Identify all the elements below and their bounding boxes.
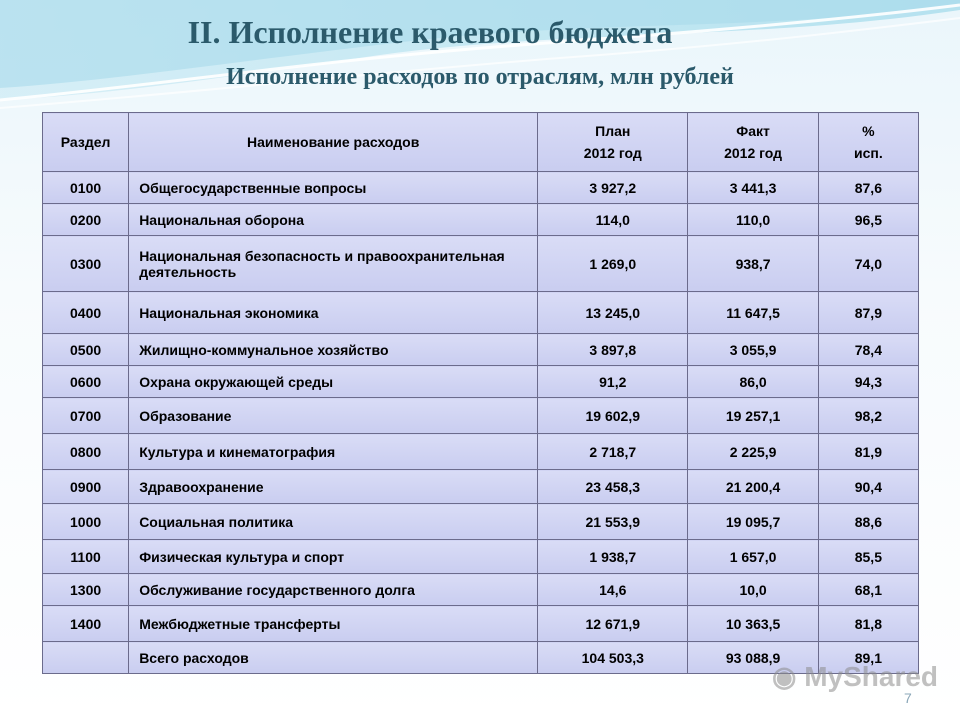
header-name: Наименование расходов [129,113,538,172]
row-fact-cell: 19 257,1 [688,398,818,434]
row-pct-cell: 96,5 [818,204,918,236]
table-row [43,236,919,292]
row-name-cell: Национальная оборона [129,204,538,236]
row-pct-cell: 87,9 [818,292,918,334]
row-pct-cell: 81,8 [818,606,918,642]
budget-table [42,112,919,674]
table-row [43,292,919,334]
row-name-cell: Межбюджетные трансферты [129,606,538,642]
table-row [43,574,919,606]
row-plan-cell: 14,6 [538,574,688,606]
table-row [43,398,919,434]
row-pct-cell: 85,5 [818,540,918,574]
watermark-text: MyShared [804,661,939,692]
watermark-icon: ◉ [772,661,797,692]
row-plan-cell: 2 718,7 [538,434,688,470]
table-row [43,366,919,398]
row-name-cell: Жилищно-коммунальное хозяйство [129,334,538,366]
row-code-cell: 1100 [43,540,129,574]
row-code-cell: 0800 [43,434,129,470]
row-plan-cell: 3 927,2 [538,172,688,204]
row-fact-cell: 10 363,5 [688,606,818,642]
row-code-cell: 0400 [43,292,129,334]
row-code-cell: 0300 [43,236,129,292]
header-pct-line1: % [862,123,875,139]
row-plan-cell: 3 897,8 [538,334,688,366]
table-header-row [43,113,919,172]
header-code: Раздел [43,113,129,172]
row-code-cell: 0700 [43,398,129,434]
row-code-cell: 0900 [43,470,129,504]
row-code-cell [43,642,129,674]
row-plan-cell: 23 458,3 [538,470,688,504]
row-code-cell: 0600 [43,366,129,398]
row-name-cell: Охрана окружающей среды [129,366,538,398]
row-fact-cell: 2 225,9 [688,434,818,470]
row-plan-cell: 104 503,3 [538,642,688,674]
row-pct-cell: 89,1 [818,642,918,674]
row-fact-cell: 21 200,4 [688,470,818,504]
row-name-cell: Физическая культура и спорт [129,540,538,574]
row-fact-cell: 1 657,0 [688,540,818,574]
header-fact-line1: Факт [736,123,770,139]
row-code-cell: 0200 [43,204,129,236]
header-plan-line1: План [595,123,631,139]
table-row [43,204,919,236]
table-row [43,334,919,366]
row-pct-cell: 74,0 [818,236,918,292]
row-plan-cell: 19 602,9 [538,398,688,434]
row-fact-cell: 3 055,9 [688,334,818,366]
row-name-cell: Социальная политика [129,504,538,540]
row-fact-cell: 110,0 [688,204,818,236]
row-name-cell: Национальная безопасность и правоохранительная деятельность [129,236,538,292]
row-code-cell: 0500 [43,334,129,366]
row-pct-cell: 98,2 [818,398,918,434]
row-code-cell: 0100 [43,172,129,204]
row-plan-cell: 91,2 [538,366,688,398]
header-fact-line2: 2012 год [724,145,783,161]
table-row [43,434,919,470]
header-pct [818,113,918,172]
row-plan-cell: 114,0 [538,204,688,236]
table-body [43,172,919,674]
row-pct-cell: 87,6 [818,172,918,204]
row-name-cell: Национальная экономика [129,292,538,334]
row-fact-cell: 10,0 [688,574,818,606]
row-code-cell: 1400 [43,606,129,642]
table-row [43,540,919,574]
row-pct-cell: 90,4 [818,470,918,504]
row-plan-cell: 1 269,0 [538,236,688,292]
header-plan-line2: 2012 год [583,145,642,161]
row-pct-cell: 94,3 [818,366,918,398]
row-fact-cell: 11 647,5 [688,292,818,334]
header-pct-line2: исп. [853,145,883,161]
row-pct-cell: 68,1 [818,574,918,606]
row-fact-cell: 938,7 [688,236,818,292]
row-code-cell: 1300 [43,574,129,606]
row-plan-cell: 12 671,9 [538,606,688,642]
watermark-logo [772,660,938,693]
row-name-cell: Общегосударственные вопросы [129,172,538,204]
row-plan-cell: 13 245,0 [538,292,688,334]
table-row [43,172,919,204]
row-pct-cell: 81,9 [818,434,918,470]
row-plan-cell: 21 553,9 [538,504,688,540]
row-fact-cell: 3 441,3 [688,172,818,204]
table-row [43,504,919,540]
slide-subtitle: Исполнение расходов по отраслям, млн рублей [226,64,734,90]
row-fact-cell: 93 088,9 [688,642,818,674]
row-pct-cell: 78,4 [818,334,918,366]
row-pct-cell: 88,6 [818,504,918,540]
table-row [43,606,919,642]
row-name-cell: Обслуживание государственного долга [129,574,538,606]
row-fact-cell: 86,0 [688,366,818,398]
row-name-cell: Культура и кинематография [129,434,538,470]
slide-title: II. Исполнение краевого бюджета [187,14,673,50]
header-fact [688,113,818,172]
row-name-cell: Всего расходов [129,642,538,674]
row-plan-cell: 1 938,7 [538,540,688,574]
row-name-cell: Образование [129,398,538,434]
header-plan [538,113,688,172]
page-number: 7 [904,690,912,706]
row-fact-cell: 19 095,7 [688,504,818,540]
row-code-cell: 1000 [43,504,129,540]
row-name-cell: Здравоохранение [129,470,538,504]
table-row [43,470,919,504]
